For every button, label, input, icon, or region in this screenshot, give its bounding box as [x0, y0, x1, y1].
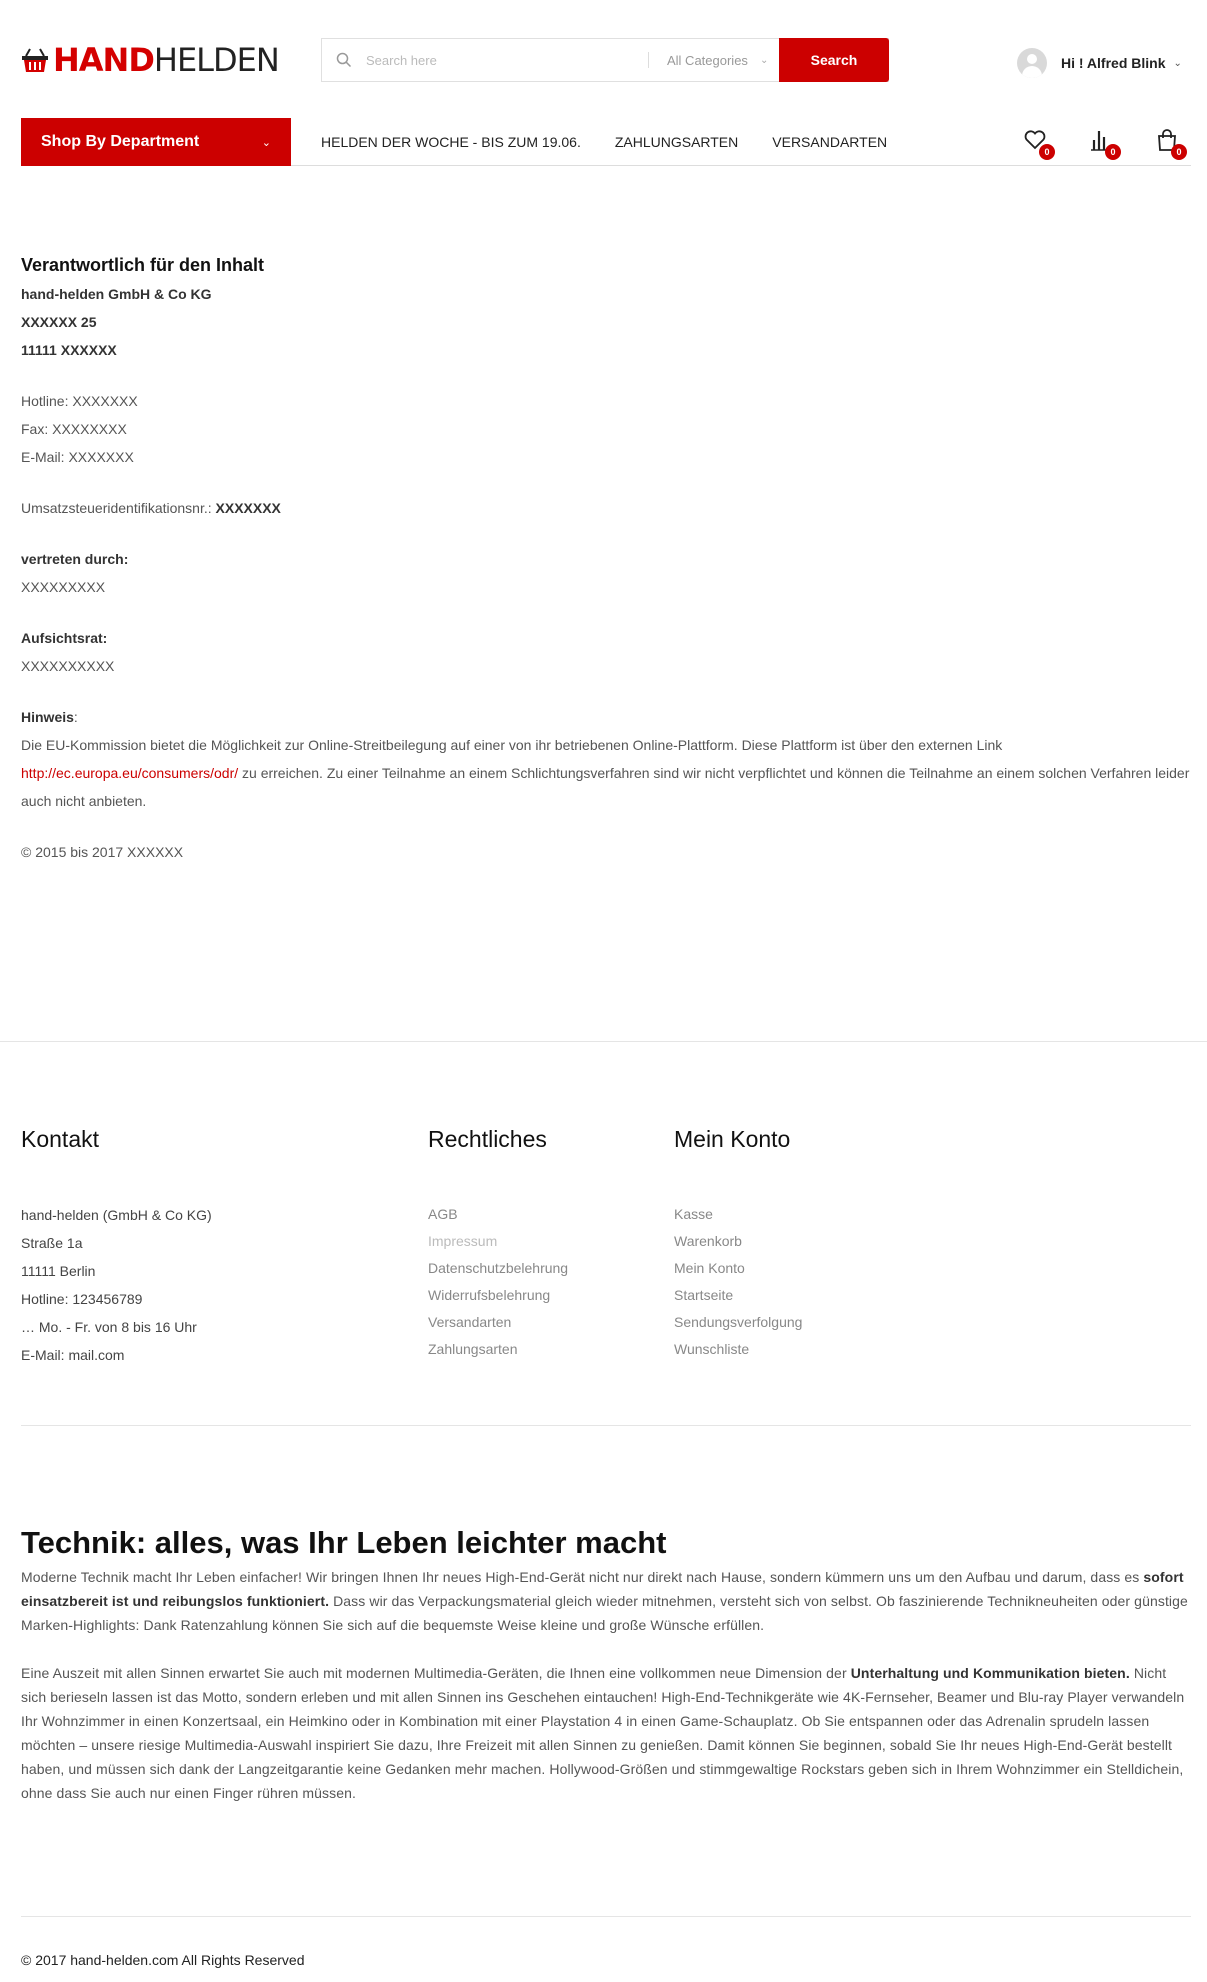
note-text: Die EU-Kommission bietet die Möglichkeit zur Online-Streitbeilegung auf einer von ihr betriebenen Online-Plattform. Diese Plattform ist über den externen Link: [21, 737, 1003, 753]
footer-link-sendungsverfolgung[interactable]: Sendungsverfolgung: [674, 1314, 803, 1330]
footer-link-agb[interactable]: AGB: [428, 1206, 458, 1222]
nav-link-zahlungsarten[interactable]: ZAHLUNGSARTEN: [614, 134, 739, 150]
wishlist-button[interactable]: [1023, 128, 1050, 157]
divider: [21, 1916, 1191, 1917]
divider: [648, 52, 649, 68]
kontakt-line: hand-helden (GmbH & Co KG): [21, 1207, 212, 1223]
user-greeting: Hi ! Alfred Blink: [1061, 55, 1166, 71]
avatar: [1017, 48, 1047, 78]
footer-link-zahlungsarten[interactable]: Zahlungsarten: [428, 1341, 518, 1357]
company-email: E-Mail: XXXXXXX: [21, 449, 134, 465]
company-street: XXXXXX 25: [21, 314, 97, 330]
note-colon: :: [73, 709, 78, 725]
footer-link-mein-konto[interactable]: Mein Konto: [674, 1260, 745, 1276]
odr-link[interactable]: http://ec.europa.eu/consumers/odr/: [21, 765, 239, 781]
footer-kontakt: [21, 1125, 212, 1369]
search-input[interactable]: [366, 40, 648, 80]
seo-text: Nicht sich berieseln lassen ist das Motto, sondern erleben und mit allen Sinnen ins Geschehen eintauchen! High-End-Technikgeräte wie 4K-Fernseher, Beamer und Blu-ray Player verwandeln Ihr Wohnzimmer in einen Konzertsaal, ein Heimkino oder in Kombination mit einer Playstation 4 in einen Game-Schauplatz. Ob Sie entspannen oder das Adrenalin sprudeln lassen möchten – unsere riesige Multimedia-Auswahl inspiriert Sie dazu, Ihre Freizeit mit allen Sinnen zu genießen. Damit können Sie beginnen, sobald Sie Ihr neues High-End-Gerät bestellt haben, und müssen sich dank der Langzeitgarantie keine Gedanken mehr machen. Hollywood-Größen und stimmgewaltige Rockstars geben sich in Ihrem Wohnzimmer ein Stelldichein, ohne dass Sie auch nur einen Finger rühren müssen.: [21, 1665, 1185, 1801]
cart-count-badge: 0: [1171, 144, 1187, 160]
divider: [0, 1041, 1207, 1042]
footer-link-versandarten[interactable]: Versandarten: [428, 1314, 512, 1330]
footer-link-widerruf[interactable]: Widerrufsbelehrung: [428, 1287, 551, 1303]
seo-text-bold: sofort einsatzbereit ist und reibungslos funktioniert.: [21, 1569, 1184, 1609]
basket-icon: [21, 46, 49, 74]
nav-link-helden-der-woche[interactable]: HELDEN DER WOCHE - BIS ZUM 19.06.: [321, 134, 581, 150]
cart-button[interactable]: [1155, 128, 1182, 157]
represented-value: XXXXXXXXX: [21, 579, 106, 595]
note-label: Hinweis: [21, 709, 74, 725]
logo-text-hand: HAND: [53, 41, 154, 79]
kontakt-line: Straße 1a: [21, 1235, 83, 1251]
search-button[interactable]: Search: [779, 38, 889, 82]
company-name: hand-helden GmbH & Co KG: [21, 286, 212, 302]
footer-link-datenschutz[interactable]: Datenschutzbelehrung: [428, 1260, 569, 1276]
nav-links: [321, 118, 921, 166]
seo-text-bold: Unterhaltung und Kommunikation bieten.: [850, 1665, 1130, 1681]
search-bar: [321, 38, 889, 82]
nav-link-versandarten[interactable]: VERSANDARTEN: [772, 134, 888, 150]
footer-konto-title: Mein Konto: [674, 1126, 791, 1152]
chevron-down-icon: ⌄: [1173, 57, 1182, 69]
footer-kontakt-title: Kontakt: [21, 1126, 99, 1152]
impressum-heading: Verantwortlich für den Inhalt: [21, 255, 265, 275]
company-city: 11111 XXXXXX: [21, 342, 117, 358]
impressum-content: [21, 250, 1191, 889]
seo-title: Technik: alles, was Ihr Leben leichter macht: [21, 1525, 667, 1560]
chevron-down-icon: ⌄: [261, 136, 271, 149]
footer-rechtliches-title: Rechtliches: [428, 1126, 547, 1152]
kontakt-line: Hotline: 123456789: [21, 1291, 143, 1307]
user-menu[interactable]: [1017, 48, 1182, 78]
logo-text-helden: HELDEN: [153, 41, 279, 79]
seo-text-block: [21, 1523, 1191, 1829]
department-label: Shop By Department: [41, 133, 200, 150]
category-select[interactable]: [667, 53, 797, 68]
category-select-label: All Categories: [667, 52, 748, 68]
footer-mein-konto: [674, 1125, 802, 1363]
seo-text: Moderne Technik macht Ihr Leben einfacher! Wir bringen Ihnen Ihr neues High-End-Gerät nicht nur direkt nach Hause, sondern kümmern uns um den Aufbau und darum, dass es: [21, 1569, 1144, 1585]
footer-link-warenkorb[interactable]: Warenkorb: [674, 1233, 742, 1249]
shop-by-department-button[interactable]: [21, 118, 291, 166]
compare-button[interactable]: [1089, 128, 1116, 157]
kontakt-line: … Mo. - Fr. von 8 bis 16 Uhr: [21, 1319, 197, 1335]
impressum-copyright: © 2015 bis 2017 XXXXXX: [21, 844, 184, 860]
main-navbar: [21, 118, 1191, 166]
nav-icons: [983, 128, 1182, 157]
footer-link-kasse[interactable]: Kasse: [674, 1206, 713, 1222]
note-text-continued: zu erreichen. Zu einer Teilnahme an einem Schlichtungsverfahren sind wir nicht verpflichtet und können die Teilnahme an einem solchen Verfahren leider auch nicht anbieten.: [21, 765, 1190, 809]
footer-link-impressum[interactable]: Impressum: [428, 1233, 498, 1249]
seo-text: Dass wir das Verpackungsmaterial gleich wieder mitnehmen, versteht sich von selbst. Ob faszinierende Technikneuheiten oder günstige Marken-Highlights: Dank Ratenzahlung können Sie sich auf die bequemste Weise kleine und große Wünsche erfüllen.: [21, 1593, 1188, 1633]
seo-paragraph: [21, 1565, 1191, 1637]
company-hotline: Hotline: XXXXXXX: [21, 393, 138, 409]
ust-value: XXXXXXX: [215, 500, 281, 516]
seo-text: Eine Auszeit mit allen Sinnen erwartet Sie auch mit modernen Multimedia-Geräten, die Ihnen eine vollkommen neue Dimension der: [21, 1665, 851, 1681]
divider: [21, 1425, 1191, 1426]
footer-rechtliches: [428, 1125, 568, 1363]
seo-paragraph: [21, 1661, 1191, 1805]
compare-count-badge: 0: [1105, 144, 1121, 160]
company-fax: Fax: XXXXXXXX: [21, 421, 127, 437]
kontakt-line: E-Mail: mail.com: [21, 1347, 125, 1363]
footer-link-wunschliste[interactable]: Wunschliste: [674, 1341, 750, 1357]
represented-label: vertreten durch:: [21, 551, 129, 567]
site-logo[interactable]: [21, 40, 279, 80]
wishlist-count-badge: 0: [1039, 144, 1055, 160]
board-value: XXXXXXXXXX: [21, 658, 115, 674]
search-icon: [322, 38, 366, 82]
ust-label: Umsatzsteueridentifikationsnr.:: [21, 500, 216, 516]
chevron-down-icon: ⌄: [759, 54, 769, 66]
kontakt-line: 11111 Berlin: [21, 1263, 96, 1279]
board-label: Aufsichtsrat:: [21, 630, 108, 646]
footer-copyright: © 2017 hand-helden.com All Rights Reserved: [21, 1952, 305, 1968]
footer-link-startseite[interactable]: Startseite: [674, 1287, 734, 1303]
